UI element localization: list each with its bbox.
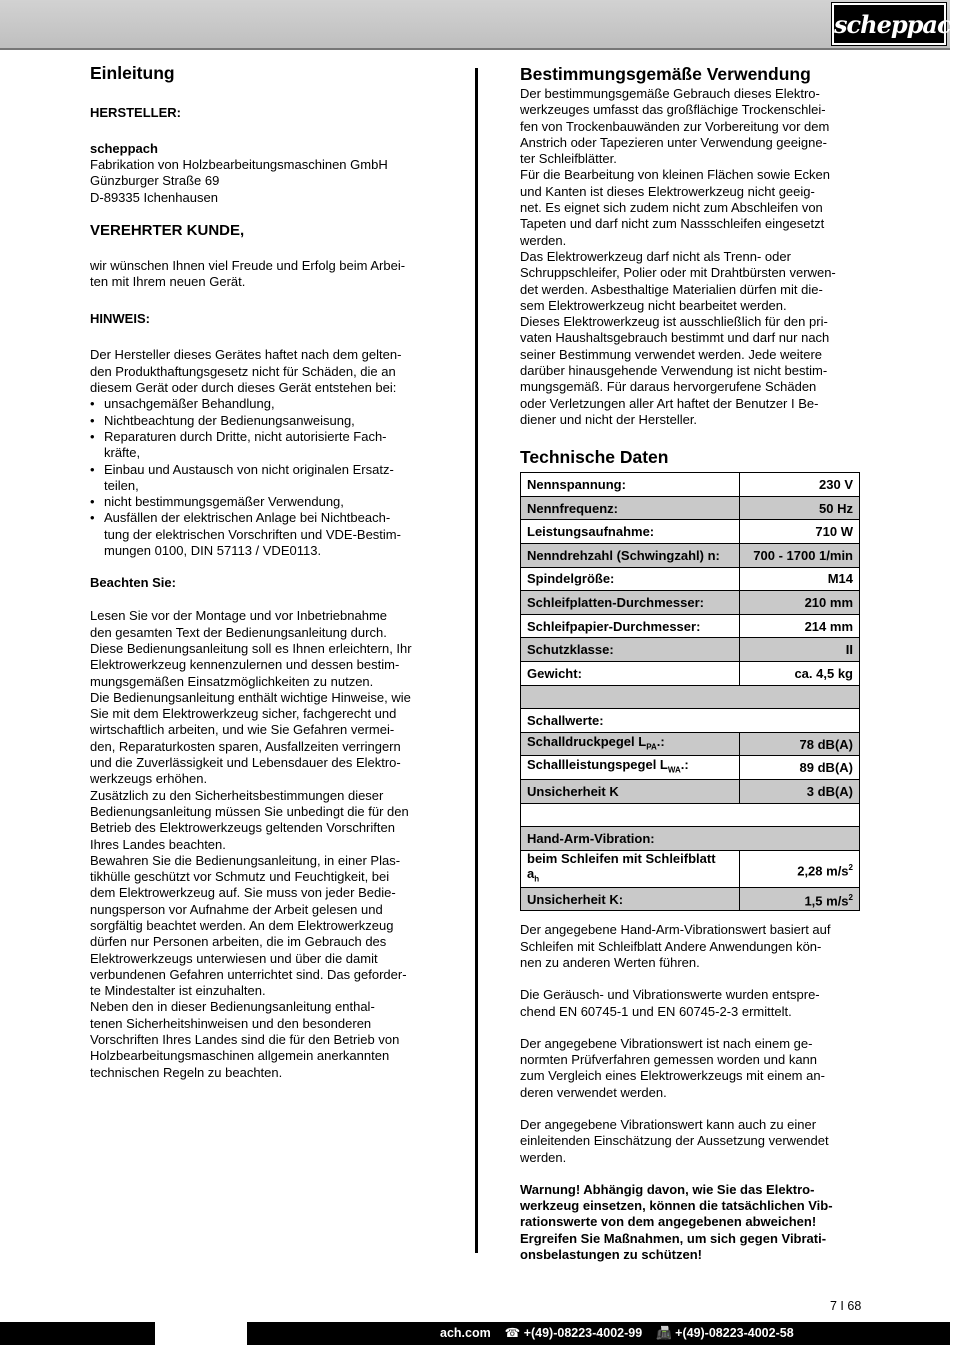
- table-row: [521, 779, 860, 803]
- vibration-row-sub: h: [534, 874, 540, 884]
- attention-text: Lesen Sie vor der Montage und vor Inbetriebnahme den gesamten Text der Bedienungsanleitung durch. Diese Bedienungsanleitung soll es Ihnen erleichtern, Ihr Elektrowerkzeug kennenzulernen und dessen bestim- mungsgemäßen Einsatzmöglichkeiten zu nutzen. Die Bedienungsanleitung enthält wichtige Hinweise, wie Sie mit dem Elektrowerkzeug sicher, fachgerecht und wirtschaftlich arbeiten, und wie Sie Gefahren vermei- den, Reparaturkosten sparen, Ausfallzeiten verringern und die Zuverlässigkeit und Lebensdauer des Elektro- werkzeugs erhöhen. Zusätzlich zu den Sicherheitsbestimmungen dieser Bedienungsanleitung müssen Sie unbedingt die für den Betrieb des Elektrowerkzeugs geltenden Vorschriften Ihres Landes beachten. Bewahren Sie die Bedienungsanleitung, in einer Plas- tikhülle geschützt vor Schmutz und Feuchtigkeit, bei dem Elektrowerkzeug auf. Sie muss von jeder Bedie- nungsperson vor Aufnahme der Arbeit gelesen und sorgfältig beachtet werden. An dem Elektrowerkzeug dürfen nur Personen arbeiten, die im Gebrauch des Elektrowerkzeugs unterwiesen und über die damit verbundenen Gefahren unterrichtet sind. Das geforder- te Mindestalter ist einzuhalten. Neben den in dieser Bedienungsanleitung enthal- tenen Sicherheitshinweisen und den besonderen Vorschriften Ihres Landes sind die für den Betrieb von Holzbearbeitungsmaschinen allgemein anerkannten technischen Regeln zu beachten.: [90, 608, 412, 1080]
- list-item: • Ausfällen der elektrischen Anlage bei Nichtbeach- tung der elektrischen Vorschriften und VDE-Bestim- mungen 0100, DIN 57113 / VDE0113.: [90, 510, 435, 559]
- tech-label: Nennspannung:: [521, 473, 740, 497]
- column-divider: [475, 68, 478, 1253]
- list-item: • nicht bestimmungsgemäßer Verwendung,: [90, 494, 435, 510]
- table-row: [521, 591, 860, 615]
- pressure-sub: PA: [646, 742, 657, 752]
- vibration-uncertainty-value: 1,5 m/s: [804, 893, 849, 909]
- pressure-label: Schalldruckpegel L: [527, 733, 647, 749]
- power-label: Schallleistungspegel L: [527, 757, 668, 773]
- noise-label: Schallwerte:: [521, 709, 860, 733]
- list-item: • Nichtbeachtung der Bedienungsanweisung,: [90, 413, 435, 429]
- vibration-uncertainty-cell: [740, 887, 860, 911]
- tech-label: Gewicht:: [521, 661, 740, 685]
- website-link[interactable]: ach.com: [440, 1326, 491, 1340]
- spacer-cell: [521, 803, 860, 827]
- table-row: [521, 850, 860, 887]
- company-name: scheppach: [90, 141, 158, 156]
- vibration-uncertainty-label: Unsicherheit K:: [521, 887, 740, 911]
- table-row: [521, 756, 860, 780]
- tech-data-body: [521, 473, 860, 685]
- pressure-value: 78 dB(A): [740, 732, 860, 756]
- table-row: [521, 803, 860, 827]
- unit-exponent: 2: [848, 892, 853, 902]
- note-intro: Der Hersteller dieses Gerätes haftet nach dem gelten- den Produkthaftungsgesetz nicht für Schäden, die an diesem Gerät oder durch dieses Gerät entstehen bei:: [90, 347, 402, 396]
- vibration-row-symbol: a: [527, 865, 535, 881]
- tech-data-table: [520, 472, 860, 911]
- tech-value: 210 mm: [740, 591, 860, 615]
- table-row: [521, 614, 860, 638]
- noise-uncertainty-value: 3 dB(A): [740, 779, 860, 803]
- table-row: [521, 638, 860, 662]
- table-row: [521, 661, 860, 685]
- footer-gap: [155, 1322, 247, 1345]
- footer-bar: [0, 1322, 950, 1345]
- header-bar: [0, 0, 967, 50]
- table-row: [521, 827, 860, 851]
- warning-text: Warnung! Abhängig davon, wie Sie das Elektro- werkzeug einsetzen, können die tatsächlichen Vib- rationswerte von dem angegebenen abweichen! Ergreifen Sie Maßnahmen, um sich gegen Vibrati- onsbelastungen zu schützen!: [520, 1181, 833, 1263]
- left-column: [90, 62, 435, 1081]
- phone-icon: ☎: [504, 1326, 521, 1340]
- tech-label: Schleifpapier-Durchmesser:: [521, 614, 740, 638]
- table-row: [521, 685, 860, 709]
- list-item: • Einbau und Austausch von nicht originalen Ersatz- teilen,: [90, 462, 435, 495]
- note-label: HINWEIS:: [90, 311, 150, 327]
- vibration-value: 2,28 m/s: [797, 862, 849, 878]
- note-list: [90, 396, 435, 559]
- intended-use-text: Der bestimmungsgemäße Gebrauch dieses Elektro- werkzeuges umfasst das großflächige Trockenschlei- fen von Trockenbauwänden zur Vorbereitung vor dem Anstrich oder Tapezieren unter Verwendung geeigne- ter Schleifblätter. Für die Bearbeitung von kleinen Flächen sowie Ecken und Kanten ist dieses Elektrowerkzeug nicht geeig- net. Es eignet sich zudem nicht zum Abschleifen von Tapeten und darf nicht zum Nassschleifen eingesetzt werden. Das Elektrowerkzeug darf nicht als Trenn- oder Schruppschleifer, Polier oder mit Drahtbürsten verwen- det werden. Asbesthaltige Materialien dürfen mit die- sem Elektrowerkzeug nicht bearbeitet werden. Dieses Elektrowerkzeug ist ausschließlich für den pri- vaten Haushaltsgebrauch bestimmt und darf nur nach seiner Bestimmung verwendet werden. Jede weitere darüber hinausgehende Verwendung ist nicht bestim- mungsgemäß. Für daraus hervorgerufene Schäden oder Verletzungen aller Art haftet der Benutzer I Be- diener und nicht der Hersteller.: [520, 86, 836, 427]
- tech-value: ca. 4,5 kg: [740, 661, 860, 685]
- address-line: D-89335 Ichenhausen: [90, 189, 218, 205]
- vibration-label: Hand-Arm-Vibration:: [521, 827, 860, 851]
- tech-value: 230 V: [740, 473, 860, 497]
- tech-label: Spindelgröße:: [521, 567, 740, 591]
- table-row: [521, 709, 860, 733]
- vibration-row-label-cell: [521, 850, 740, 887]
- pressure-label-cell: Schalldruckpegel $L_{PA}$.:: [521, 732, 740, 756]
- noise-uncertainty-label: Unsicherheit K: [521, 779, 740, 803]
- greeting-text: wir wünschen Ihnen viel Freude und Erfolg beim Arbei- ten mit Ihrem neuen Gerät.: [90, 257, 406, 290]
- list-item: • Reparaturen durch Dritte, nicht autorisierte Fach- kräfte,: [90, 429, 435, 462]
- noise-section: [521, 685, 860, 911]
- tech-value: 214 mm: [740, 614, 860, 638]
- tech-value: M14: [740, 567, 860, 591]
- right-column: [520, 62, 860, 1263]
- table-row: [521, 473, 860, 497]
- list-item: • unsachgemäßer Behandlung,: [90, 396, 435, 412]
- table-row: [521, 496, 860, 520]
- table-row: [521, 887, 860, 911]
- table-row: [521, 732, 860, 756]
- address-line: Günzburger Straße 69: [90, 173, 220, 189]
- greeting-heading: VEREHRTER KUNDE,: [90, 221, 245, 239]
- tech-value: 710 W: [740, 520, 860, 544]
- tech-value: II: [740, 638, 860, 662]
- tech-value: 700 - 1700 1/min: [740, 544, 860, 568]
- measurement-paragraph: Der angegebene Vibrationswert ist nach einem ge- normten Prüfverfahren gemessen worden und kann zum Vergleich eines Elektrowerkzeugs mit einem an- deren verwendet werden.: [520, 1035, 825, 1100]
- footer-contacts: [440, 1325, 794, 1341]
- exposure-paragraph: Der angegebene Vibrationswert kann auch zu einer einleitenden Einschätzung der Aussetzung verwendet werden.: [520, 1117, 829, 1165]
- tech-label: Nenndrehzahl (Schwingzahl) n:: [521, 544, 740, 568]
- unit-exponent: 2: [848, 862, 853, 872]
- power-label-cell: Schallleistungspegel $L_{WA}$.:: [521, 756, 740, 780]
- tech-value: 50 Hz: [740, 496, 860, 520]
- phone-number: +(49)-08223-4002-99: [523, 1326, 643, 1340]
- vibration-row-label: beim Schleifen mit Schleifblatt: [527, 850, 716, 866]
- intro-heading: Einleitung: [90, 63, 175, 83]
- tech-data-heading: Technische Daten: [520, 447, 669, 468]
- fax-icon: 📠: [656, 1326, 672, 1340]
- brand-logo-text: scheppach: [834, 10, 967, 39]
- tech-label: Schleifplatten-Durchmesser:: [521, 591, 740, 615]
- table-row: [521, 567, 860, 591]
- attention-label: Beachten Sie:: [90, 575, 176, 591]
- vibration-value-cell: [740, 850, 860, 887]
- vibration-paragraph: Der angegebene Hand-Arm-Vibrationswert basiert auf Schleifen mit Schleifblatt Andere Anwendungen kön- nen zu anderen Werten führen.: [520, 922, 831, 970]
- tech-label: Nennfrequenz:: [521, 496, 740, 520]
- spacer-cell: [521, 685, 860, 709]
- power-value: 89 dB(A): [740, 756, 860, 780]
- power-sub: WA: [667, 765, 681, 775]
- fax-number: +(49)-08223-4002-58: [675, 1326, 794, 1340]
- standards-paragraph: Die Geräusch- und Vibrationswerte wurden entspre- chend EN 60745-1 und EN 60745-2-3 ermittelt.: [520, 987, 820, 1019]
- tech-label: Leistungsaufnahme:: [521, 520, 740, 544]
- tech-label: Schutzklasse:: [521, 638, 740, 662]
- brand-logo: [832, 3, 967, 45]
- manufacturer-label: HERSTELLER:: [90, 105, 181, 120]
- page-number: 7 I 68: [830, 1299, 862, 1313]
- intended-use-heading: Bestimmungsgemäße Verwendung: [520, 64, 811, 84]
- table-row: [521, 520, 860, 544]
- address-line: Fabrikation von Holzbearbeitungsmaschinen GmbH: [90, 157, 388, 172]
- table-row: [521, 544, 860, 568]
